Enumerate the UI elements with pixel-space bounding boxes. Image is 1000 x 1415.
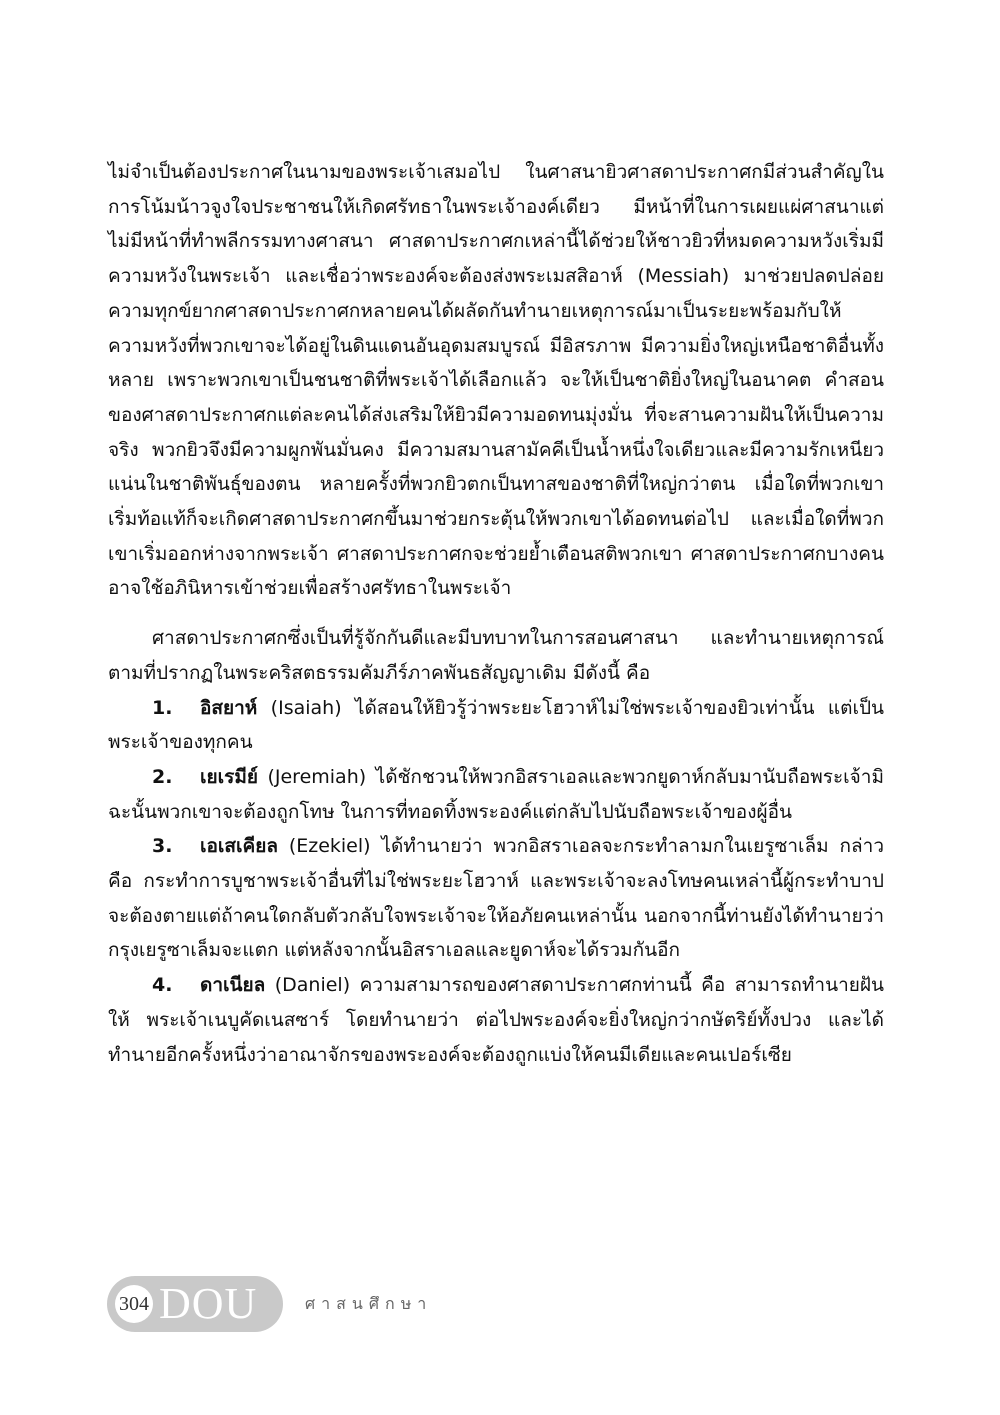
prophet-description: (Isaiah) ได้สอนให้ยิวรู้ว่าพระยะโฮวาห์ไม่ใช่พระเจ้าของยิวเท่านั้น แต่เป็นพระเจ้าของทุกคน [108,696,884,754]
body-paragraph-1: ไม่จำเป็นต้องประกาศในนามของพระเจ้าเสมอไป ในศาสนายิวศาสดาประกาศกมีส่วนสำคัญในการโน้มน้าวจูงใจประชาชนให้เกิดศรัทธาในพระเจ้าองค์เดียว มีหน้าที่ในการเผยแผ่ศาสนาแต่ไม่มีหน้าที่ทำพลีกรรมทางศาสนา ศาสดาประกาศกเหล่านี้ได้ช่วยให้ชาวยิวที่หมดความหวังเริ่มมีความหวังในพระเจ้า และเชื่อว่าพระองค์จะต้องส่งพระเมสสิอาห์ (Messiah) มาช่วยปลดปล่อยความทุกข์ยากศาสดาประกาศกหลายคนได้ผลัดกันทำนายเหตุการณ์มาเป็นระยะพร้อมกับให้ความหวังที่พวกเขาจะได้อยู่ในดินแดนอันอุดมสมบูรณ์ มีอิสรภาพ มีความยิ่งใหญ่เหนือชาติอื่นทั้งหลาย เพราะพวกเขาเป็นชนชาติที่พระเจ้าได้เลือกแล้ว จะให้เป็นชาติยิ่งใหญ่ในอนาคต คำสอนของศาสดาประกาศกแต่ละคนได้ส่งเสริมให้ยิวมีความอดทนมุ่งมั่น ที่จะสานความฝันให้เป็นความจริง พวกยิวจึงมีความผูกพันมั่นคง มีความสมานสามัคคีเป็นน้ำหนึ่งใจเดียวและมีความรักเหนียวแน่นในชาติพันธุ์ของตน หลายครั้งที่พวกยิวตกเป็นทาสของชาติที่ใหญ่กว่าตน เมื่อใดที่พวกเขาเริ่มท้อแท้ก็จะเกิดศาสดาประกาศกขึ้นมาช่วยกระตุ้นให้พวกเขาได้อดทนต่อไป และเมื่อใดที่พวกเขาเริ่มออกห่างจากพระเจ้า ศาสดาประกาศกจะช่วยย้ำเตือนสติพวกเขา ศาสดาประกาศกบางคนอาจใช้อภินิหารเข้าช่วยเพื่อสร้างศรัทธาในพระเจ้า [108,161,884,600]
prophet-item-ezekiel [108,829,884,968]
prophet-name: อิสยาห์ [200,696,258,719]
prophet-description: (Daniel) ความสามารถของศาสดาประกาศกท่านนี้ คือ สามารถทำนายฝันให้ พระเจ้าเนบูคัดเนสซาร์ โดยทำนายว่า ต่อไปพระองค์จะยิ่งใหญ่กว่ากษัตริย์ทั้งปวง และได้ทำนายอีกครั้งหนึ่งว่าอาณาจักรของพระองค์จะต้องถูกแบ่งให้คนมีเดียและคนเปอร์เซีย [108,974,884,1066]
prophet-item-jeremiah [108,760,884,829]
list-number: 2. [152,765,173,788]
footer-badge [107,1276,283,1332]
prophet-name: เยเรมีย์ [200,765,258,788]
prophet-description: (Ezekiel) ได้ทำนายว่า พวกอิสราเอลจะกระทำลามกในเยรูซาเล็ม กล่าวคือ กระทำการบูชาพระเจ้าอื่นที่ไม่ใช่พระยะโฮวาห์ และพระเจ้าจะลงโทษคนเหล่านี้ผู้กระทำบาปจะต้องตายแต่ถ้าคนใดกลับตัวกลับใจพระเจ้าจะให้อภัยคนเหล่านั้น นอกจากนี้ท่านยังได้ทำนายว่ากรุงเยรูซาเล็มจะแตก แต่หลังจากนั้นอิสราเอลและยูดาห์จะได้รวมกันอีก [108,835,884,962]
prophet-name: เอเสเคียล [200,835,278,858]
brand-logo: DOU [159,1279,258,1328]
prophet-description: (Jeremiah) ได้ชักชวนให้พวกอิสราเอลและพวกยูดาห์กลับมานับถือพระเจ้ามิฉะนั้นพวกเขาจะต้องถูกโทษ ในการที่ทอดทิ้งพระองค์แต่กลับไปนับถือพระเจ้าของผู้อื่น [108,765,884,823]
prophet-item-daniel [108,968,884,1072]
list-number: 4. [152,974,173,997]
page-footer [107,1276,432,1332]
list-number: 1. [152,696,173,719]
page-body [108,155,884,1072]
list-number: 3. [152,835,173,858]
page-number: 304 [115,1285,153,1323]
prophet-name: ดาเนียล [200,974,266,997]
course-title: ศาสนศึกษา [305,1293,433,1313]
body-paragraph-2: ศาสดาประกาศกซึ่งเป็นที่รู้จักกันดีและมีบทบาทในการสอนศาสนา และทำนายเหตุการณ์ตามที่ปรากฏในพระคริสตธรรมคัมภีร์ภาคพันธสัญญาเดิม มีดังนี้ คือ [108,627,884,684]
prophet-item-isaiah [108,691,884,760]
